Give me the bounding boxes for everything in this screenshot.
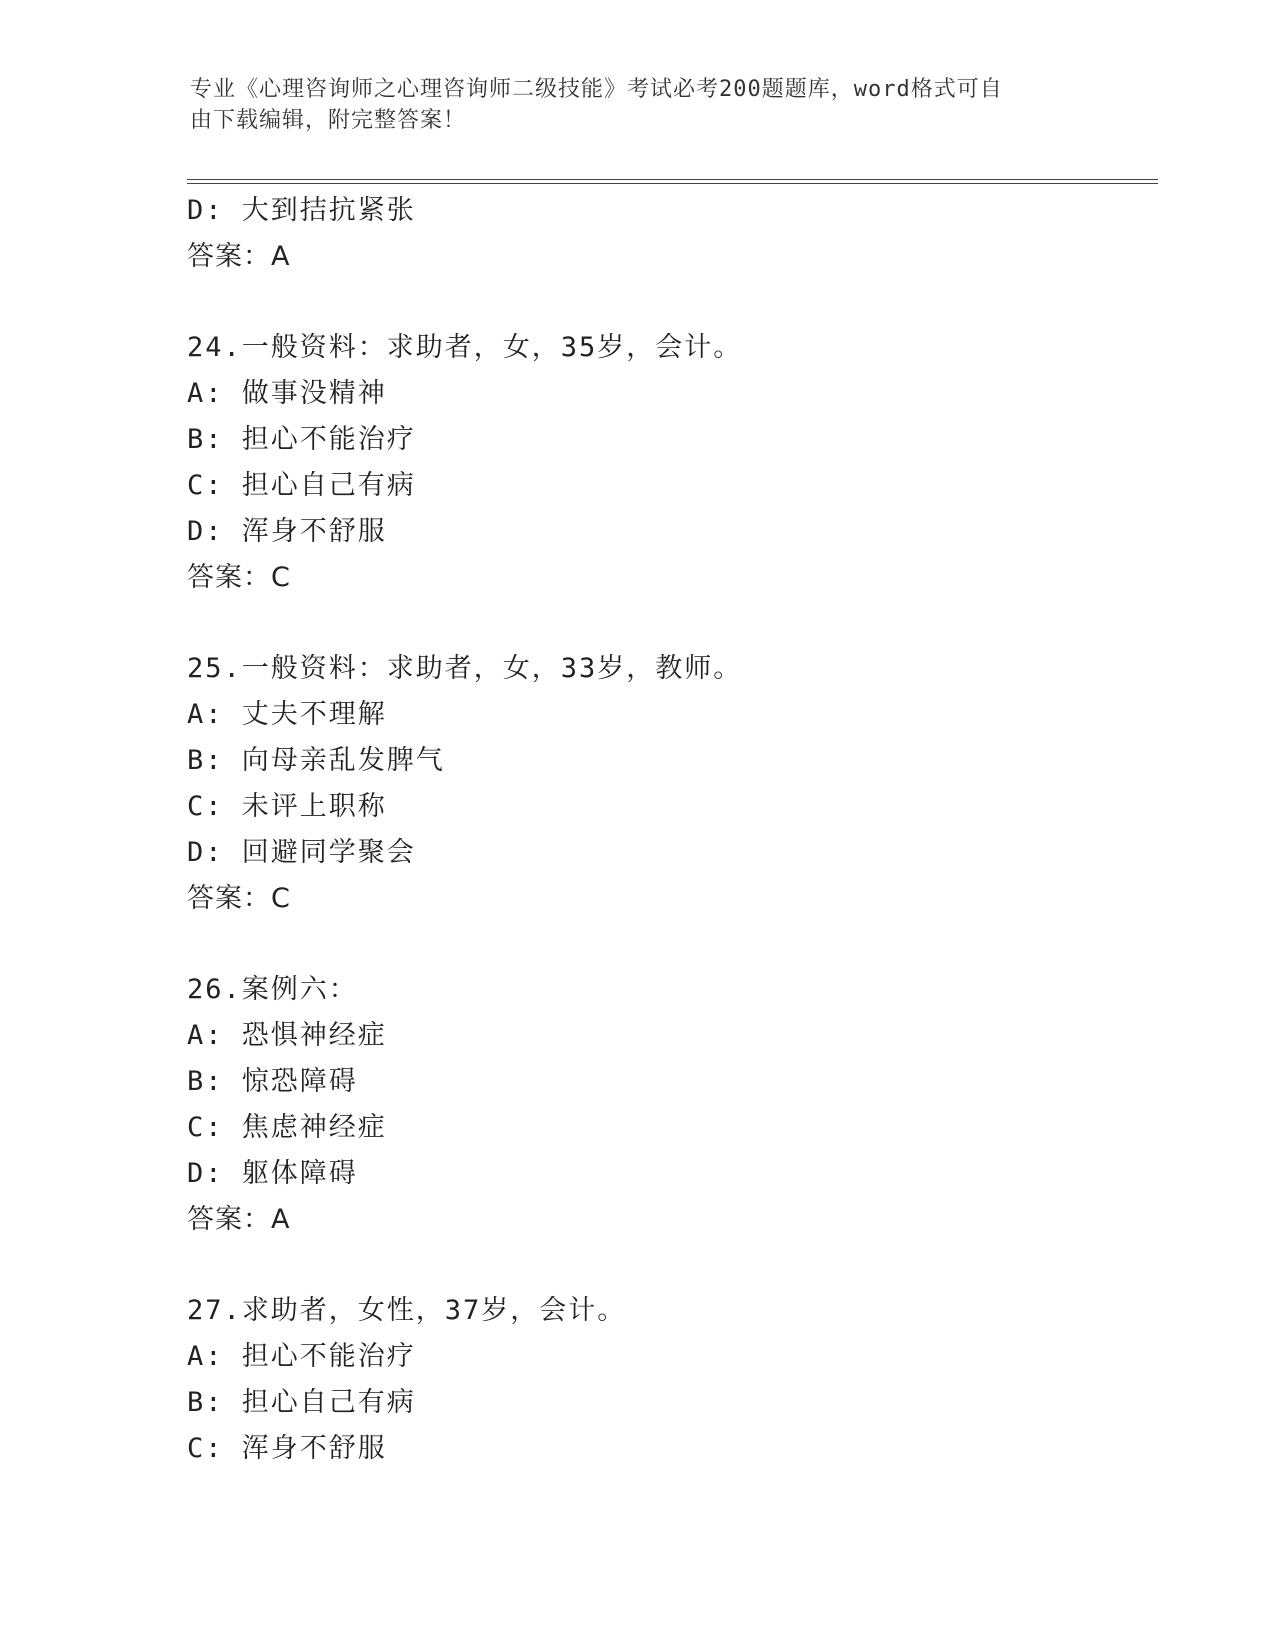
option-b: B: 担心自己有病 [187, 1387, 416, 1418]
document-header [190, 74, 1070, 136]
option-b: B: 向母亲乱发脾气 [187, 745, 445, 776]
option-a: A: 丈夫不理解 [187, 699, 387, 730]
answer-line: 答案：C [187, 883, 291, 914]
answer-line: 答案：A [187, 241, 291, 272]
option-d: D: 躯体障碍 [187, 1158, 358, 1189]
option-d: D: 大到拮抗紧张 [187, 195, 416, 226]
option-c: C: 焦虑神经症 [187, 1112, 387, 1143]
question-spacer [187, 601, 1127, 646]
question-stem: 27.求助者，女性，37岁，会计。 [187, 1295, 627, 1326]
option-c: C: 未评上职称 [187, 791, 387, 822]
header-divider-bottom [187, 183, 1158, 184]
header-divider-top [187, 179, 1158, 180]
option-a: A: 恐惧神经症 [187, 1020, 387, 1051]
option-b: B: 惊恐障碍 [187, 1066, 358, 1097]
option-d: D: 回避同学聚会 [187, 837, 416, 868]
answer-line: 答案：C [187, 562, 291, 593]
option-c: C: 担心自己有病 [187, 470, 416, 501]
option-a: A: 做事没精神 [187, 378, 387, 409]
option-b: B: 担心不能治疗 [187, 424, 416, 455]
option-a: A: 担心不能治疗 [187, 1341, 416, 1372]
question-spacer [187, 280, 1127, 325]
question-spacer [187, 922, 1127, 967]
question-spacer [187, 1243, 1127, 1288]
header-line-1: 专业《心理咨询师之心理咨询师二级技能》考试必考200题题库，word格式可自 [190, 77, 1003, 102]
option-c: C: 浑身不舒服 [187, 1433, 387, 1464]
question-stem: 24.一般资料：求助者，女，35岁，会计。 [187, 332, 743, 363]
question-stem: 25.一般资料：求助者，女，33岁，教师。 [187, 653, 743, 684]
answer-line: 答案：A [187, 1204, 291, 1235]
question-list [187, 188, 1127, 1472]
question-stem: 26.案例六： [187, 974, 358, 1005]
header-line-2: 由下载编辑，附完整答案！ [190, 108, 467, 133]
option-d: D: 浑身不舒服 [187, 516, 387, 547]
